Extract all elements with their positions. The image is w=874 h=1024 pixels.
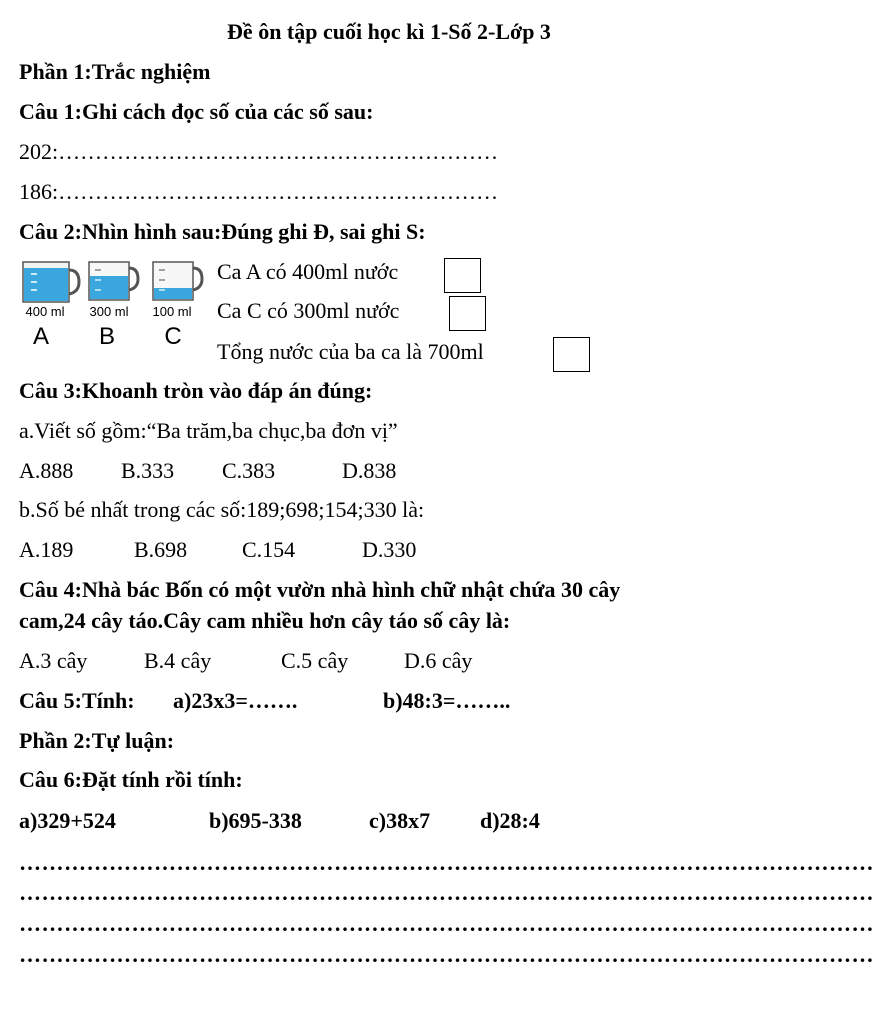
q6-item-d: d)28:4 (480, 808, 540, 833)
cup-b-letter: B (98, 323, 116, 350)
q4-heading-line2: cam,24 cây táo.Cây cam nhiều hơn cây táo số cây là: (19, 608, 511, 633)
q3-heading: Câu 3:Khoanh tròn vào đáp án đúng: (19, 378, 373, 403)
q3b-option-a[interactable]: A.189 (19, 537, 74, 562)
q2-statement-2: Ca C có 300ml nước (217, 298, 400, 323)
q2-statement-3: Tổng nước của ba ca là 700ml (217, 339, 484, 364)
cup-c-letter: C (164, 323, 182, 350)
cup-a-letter: A (32, 323, 50, 350)
q3a-option-c[interactable]: C.383 (222, 458, 276, 483)
cup-c-icon (153, 262, 202, 300)
part2-heading: Phần 2:Tự luận: (19, 728, 175, 753)
q3a-option-d[interactable]: D.838 (342, 458, 397, 483)
cup-a-volume: 400 ml (25, 304, 65, 319)
q3b-option-d[interactable]: D.330 (362, 537, 417, 562)
q6-item-a: a)329+524 (19, 808, 116, 833)
answer-dotted-line-1[interactable]: …………………………………………………………………………………………………… (19, 850, 874, 875)
q3a-text: a.Viết số gồm:“Ba trăm,ba chục,ba đơn vị” (19, 418, 398, 443)
q4-heading-line1: Câu 4:Nhà bác Bốn có một vườn nhà hình chữ nhật chứa 30 cây (19, 577, 621, 602)
answer-dotted-line-2[interactable]: …………………………………………………………………………………………………… (19, 880, 874, 905)
q4-option-c[interactable]: C.5 cây (281, 648, 349, 673)
part1-heading: Phần 1:Trắc nghiệm (19, 59, 211, 84)
q4-option-b[interactable]: B.4 cây (144, 648, 212, 673)
q2-statement-1: Ca A có 400ml nước (217, 259, 399, 284)
q3a-option-b[interactable]: B.333 (121, 458, 175, 483)
document-title: Đề ôn tập cuối học kì 1-Số 2-Lớp 3 (227, 19, 551, 44)
answer-dotted-line-4[interactable]: …………………………………………………………………………………………………… (19, 942, 874, 967)
q2-heading: Câu 2:Nhìn hình sau:Đúng ghi Đ, sai ghi S: (19, 219, 426, 244)
cup-b-volume: 300 ml (89, 304, 129, 319)
q3a-option-a[interactable]: A.888 (19, 458, 74, 483)
q3b-option-c[interactable]: C.154 (242, 537, 296, 562)
cup-b-icon (89, 262, 138, 300)
q6-item-b: b)695-338 (209, 808, 302, 833)
q3b-text: b.Số bé nhất trong các số:189;698;154;330 là: (19, 497, 425, 522)
q1-line-202: 202:…………………………………………………… (19, 139, 499, 164)
measuring-cups-illustration (17, 256, 207, 351)
q1-heading: Câu 1:Ghi cách đọc số của các số sau: (19, 99, 374, 124)
q5-label: Câu 5:Tính: (19, 688, 135, 713)
q3b-option-b[interactable]: B.698 (134, 537, 188, 562)
q5-part-b: b)48:3=…….. (383, 688, 511, 713)
answer-box-3[interactable] (553, 337, 590, 372)
q4-option-d[interactable]: D.6 cây (404, 648, 473, 673)
q1-line-186: 186:…………………………………………………… (19, 179, 499, 204)
answer-dotted-line-3[interactable]: …………………………………………………………………………………………………… (19, 911, 874, 936)
q4-option-a[interactable]: A.3 cây (19, 648, 88, 673)
cup-a-icon (23, 262, 79, 302)
q6-item-c: c)38x7 (369, 808, 431, 833)
answer-box-2[interactable] (449, 296, 486, 331)
q6-heading: Câu 6:Đặt tính rồi tính: (19, 767, 243, 792)
answer-box-1[interactable] (444, 258, 481, 293)
q5-part-a: a)23x3=……. (173, 688, 298, 713)
cup-c-volume: 100 ml (152, 304, 192, 319)
